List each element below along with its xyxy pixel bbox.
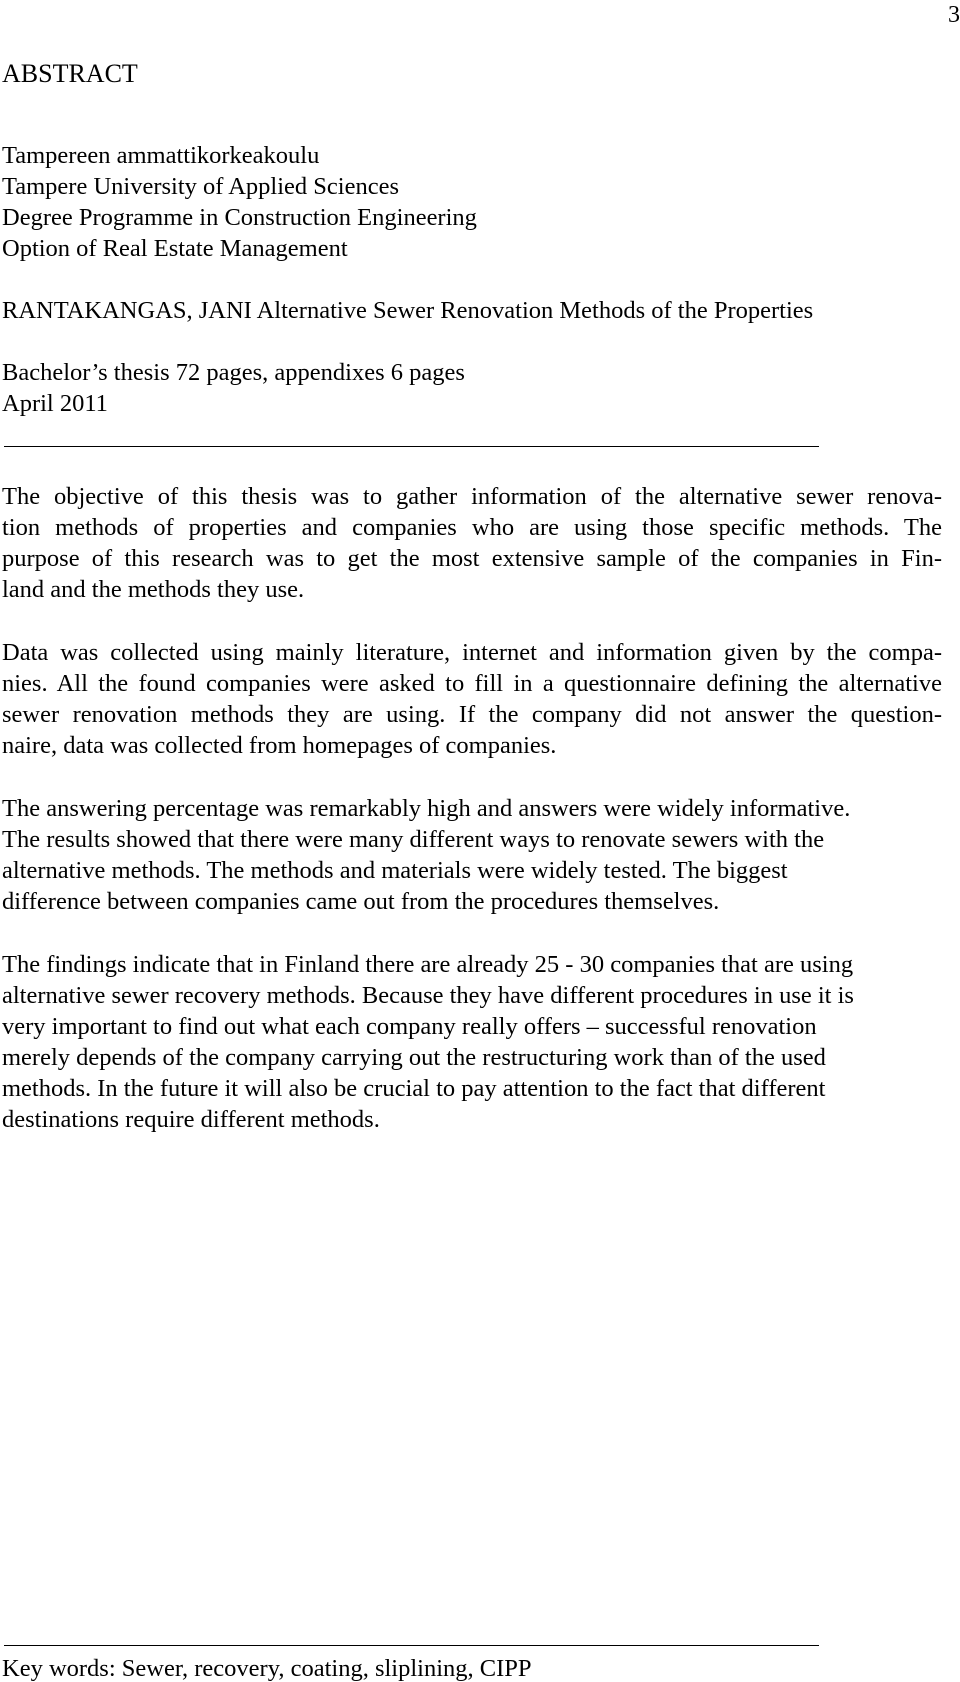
thesis-date: April 2011 xyxy=(2,390,108,417)
paragraph-line: purpose of this research was to get the most extensive sample of the companies in Fin- xyxy=(2,545,942,572)
top-divider xyxy=(4,446,819,447)
abstract-paragraph-3 xyxy=(2,793,942,917)
paragraph-line: alternative methods. The methods and materials were widely tested. The biggest xyxy=(2,857,788,884)
paragraph-line: naire, data was collected from homepages of companies. xyxy=(2,732,557,759)
paragraph-line: land and the methods they use. xyxy=(2,576,305,603)
paragraph-line: The objective of this thesis was to gather information of the alternative sewer renova- xyxy=(2,483,942,510)
abstract-paragraph-4 xyxy=(2,949,942,1135)
keywords: Key words: Sewer, recovery, coating, sliplining, CIPP xyxy=(2,1655,532,1682)
page-number: 3 xyxy=(948,2,960,28)
paragraph-line: destinations require different methods. xyxy=(2,1106,380,1133)
paragraph-line: The results showed that there were many different ways to renovate sewers with the xyxy=(2,826,825,853)
thesis-info xyxy=(2,357,465,419)
author-and-title: RANTAKANGAS, JANI Alternative Sewer Renovation Methods of the Properties xyxy=(2,297,814,324)
paragraph-line: The findings indicate that in Finland there are already 25 - 30 companies that are using xyxy=(2,951,854,978)
abstract-paragraph-2 xyxy=(2,637,942,761)
paragraph-line: alternative sewer recovery methods. Because they have different procedures in use it is xyxy=(2,982,854,1009)
bottom-divider xyxy=(4,1645,819,1646)
abstract-paragraph-1 xyxy=(2,481,942,605)
paragraph-line: Data was collected using mainly literature, internet and information given by the compa- xyxy=(2,639,942,666)
programme-option: Option of Real Estate Management xyxy=(2,235,348,262)
paragraph-line: nies. All the found companies were asked to fill in a questionnaire defining the alternative xyxy=(2,670,942,697)
degree-programme: Degree Programme in Construction Engineering xyxy=(2,204,477,231)
institution-name-fi: Tampereen ammattikorkeakoulu xyxy=(2,142,320,169)
paragraph-line: very important to find out what each company really offers – successful renovation xyxy=(2,1013,817,1040)
paragraph-line: merely depends of the company carrying out the restructuring work than of the used xyxy=(2,1044,826,1071)
paragraph-line: difference between companies came out from the procedures themselves. xyxy=(2,888,720,915)
thesis-type-pages: Bachelor’s thesis 72 pages, appendixes 6 pages xyxy=(2,359,465,386)
paragraph-line: methods. In the future it will also be crucial to pay attention to the fact that different xyxy=(2,1075,826,1102)
institution-block xyxy=(2,140,477,264)
paragraph-line: tion methods of properties and companies who are using those specific methods. The xyxy=(2,514,942,541)
paragraph-line: The answering percentage was remarkably high and answers were widely informative. xyxy=(2,795,851,822)
institution-name-en: Tampere University of Applied Sciences xyxy=(2,173,399,200)
page-title: ABSTRACT xyxy=(2,59,138,88)
paragraph-line: sewer renovation methods they are using. If the company did not answer the question- xyxy=(2,701,942,728)
